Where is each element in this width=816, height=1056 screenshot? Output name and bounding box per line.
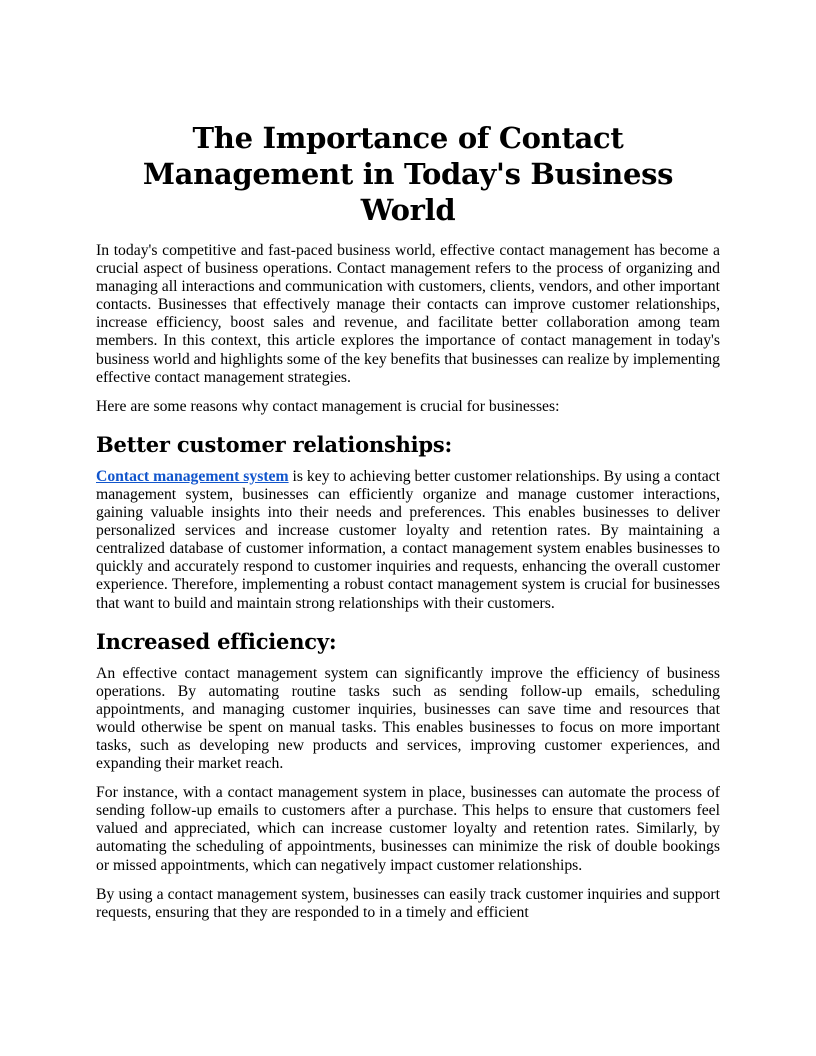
lead-paragraph: Here are some reasons why contact management is crucial for businesses: [96, 397, 560, 415]
efficiency-paragraph-1: An effective contact management system can significantly improve the efficiency of business operations. By automating routine tasks such as sending follow-up emails, scheduling appointments, and managing customer inquiries, businesses can save time and resources that would otherwise be spent on manual tasks. This enables businesses to focus on more important tasks, such as developing new products and services, improving customer experiences, and expanding their market reach. [96, 664, 720, 773]
efficiency-paragraph-2: For instance, with a contact management system in place, businesses can automate the process of sending follow-up emails to customers after a purchase. This helps to ensure that customers feel valued and appreciated, which can increase customer loyalty and retention rates. Similarly, by automating the scheduling of appointments, businesses can minimize the risk of double bookings or missed appointments, which can negatively impact customer relationships. [96, 784, 720, 874]
section-heading-increased-efficiency: Increased efficiency: [96, 628, 337, 654]
intro-paragraph: In today's competitive and fast-paced business world, effective contact management has become a crucial aspect of business operations. Contact management refers to the process of organizing and managing all interactions and communication with customers, clients, vendors, and other important contacts. Businesses that effectively manage their contacts can improve customer relationships, increase efficiency, boost sales and revenue, and facilitate better collaboration among team members. In this context, this article explores the importance of contact management in today's business world and highlights some of the key benefits that businesses can realize by implementing effective contact management strategies. [96, 242, 720, 386]
efficiency-paragraph-3: By using a contact management system, businesses can easily track customer inquiries and support requests, ensuring that they are responded to in a timely and efficient [96, 885, 720, 921]
customer-relationships-paragraph [96, 468, 720, 613]
section-heading-customer-relationships: Better customer relationships: [96, 431, 453, 457]
document-page [96, 120, 720, 933]
page-title: The Importance of Contact Management in Today's Business World [142, 121, 674, 227]
contact-management-system-link[interactable]: Contact management system [96, 467, 289, 485]
customer-relationships-text: is key to achieving better customer relationships. By using a contact management system, businesses can efficiently organize and manage customer interactions, gaining valuable insights into their needs and preferences. This enables businesses to deliver personalized services and increase customer loyalty and retention rates. By maintaining a centralized database of customer information, a contact management system enables businesses to quickly and accurately respond to customer inquiries and requests, enhancing the overall customer experience. Therefore, implementing a robust contact management system is crucial for businesses that want to build and maintain strong relationships with their customers. [96, 467, 720, 612]
